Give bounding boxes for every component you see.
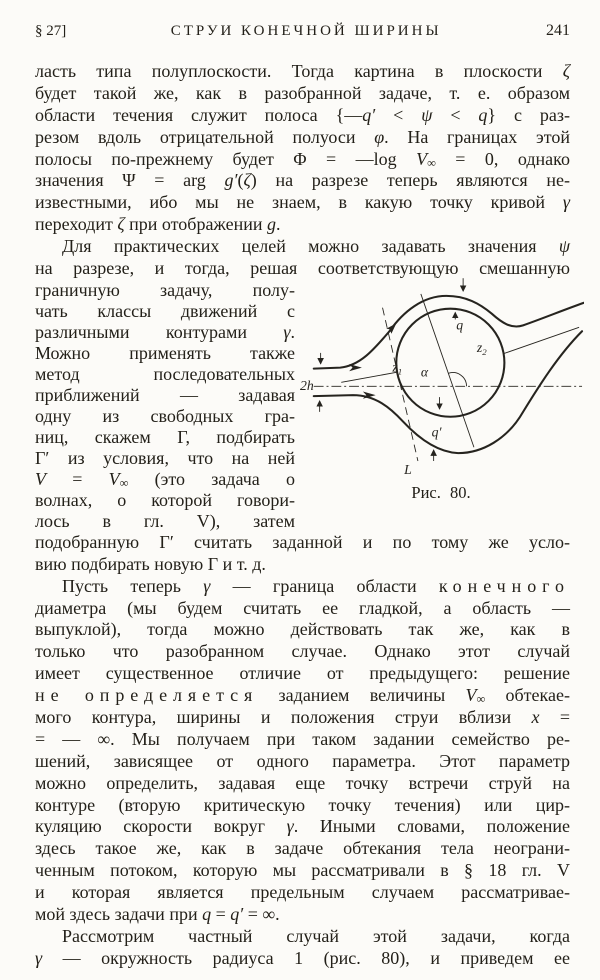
text-line: различными контурами γ.: [35, 321, 295, 342]
upper-streamline: [313, 296, 583, 369]
text-line: = — ∞. Мы получаем при таком задании семейство ре-: [35, 728, 570, 749]
text-line: будет такой же, как в разобранной задаче, т. е. образом: [35, 82, 570, 103]
text-line: полосы по-прежнему будет Φ = —log V∞ = 0, однако: [35, 148, 570, 170]
body-text: [35, 61, 570, 970]
rear-dividing-streamline: [502, 327, 578, 354]
text-line: на разрезе, и тогда, решая соответствующую смешанную: [35, 258, 570, 279]
text-line: чать классы движений с: [35, 300, 295, 321]
text-line: области течения служит полоса {—q′ < ψ < q} с раз-: [35, 104, 571, 125]
text-figure-row: [35, 280, 570, 532]
text-line: Рассмотрим частный случай этой задачи, когда: [62, 925, 570, 946]
contour-circle: [396, 309, 504, 417]
q-top-label: q: [455, 317, 463, 333]
text-line: не определяется заданием величины V∞ обтекае-: [35, 685, 570, 706]
lower-streamline: [313, 331, 581, 453]
text-line: Можно применять также: [35, 342, 295, 363]
z2-label: $z_2$: [476, 339, 487, 357]
text-line: и которая является предельным случаем рассматривае-: [35, 882, 570, 903]
figure-80-drawing: [299, 274, 584, 476]
figure-caption: Рис. 80.: [411, 482, 471, 502]
text-line: граничную задачу, полу-: [35, 279, 295, 300]
dashed-line-L: [382, 308, 417, 461]
text-block-bottom: [35, 532, 570, 970]
page-number: 241: [545, 22, 570, 39]
text-block-narrow: [35, 280, 295, 532]
text-line: подобранную Γ′ считать заданной и по тому же усло-: [35, 531, 570, 552]
text-line: Γ′ из условия, что на ней: [35, 447, 295, 468]
text-line: лось в гл. V), затем: [35, 510, 295, 531]
text-line: контуре (вторую критическую точку течения) или цир-: [35, 794, 570, 815]
jet-width-label: 2h: [299, 378, 314, 394]
line-l-label: L: [403, 461, 412, 476]
front-dividing-streamline: [341, 372, 398, 382]
text-line: одну из свободных гра-: [35, 405, 295, 426]
text-line: приближений — задавая: [35, 384, 295, 405]
text-line: ченным потоком, которую мы рассматривали в § 18 гл. V: [35, 860, 570, 881]
text-line: V = V∞ (это задача о: [35, 468, 296, 490]
text-line: γ — окружность радиуса 1 (рис. 80), и приведем ее: [35, 947, 570, 968]
text-line: вию подбирать новую Γ и т. д.: [35, 553, 266, 574]
page-header: [35, 22, 570, 40]
text-line: метод последовательных: [35, 363, 295, 384]
text-line: можно определить, задавая еще точку встречи струй на: [35, 772, 570, 793]
alpha-arc: [448, 372, 466, 386]
text-line: здесь такое же, как в задаче обтекания тела неограни-: [35, 838, 570, 859]
text-line: Для практических целей можно задавать значения ψ: [62, 236, 570, 257]
text-line: только что разобранном случае. Однако этот случай: [35, 641, 570, 662]
text-line: ласть типа полуплоскости. Тогда картина в плоскости ζ: [35, 61, 570, 81]
text-line: волнах, о которой говори-: [35, 489, 295, 510]
text-line: значения Ψ = arg g′(ζ) на разрезе теперь являются не-: [35, 170, 570, 191]
q-bottom-label: q′: [431, 424, 442, 440]
text-line: диаметра (мы будем считать ее гладкой, а область —: [35, 597, 570, 618]
text-line: известными, ибо мы не знаем, в какую точку кривой γ: [35, 192, 570, 213]
z1-label: $z_1$: [391, 359, 402, 377]
text-line: куляцию скорости вокруг γ. Иными словами, положение: [35, 816, 571, 837]
flow-arrow-upper-icon: [349, 364, 362, 371]
figure-80: [295, 274, 587, 504]
text-line: имеет существенное отличие от предыдущего: решение: [35, 663, 570, 684]
text-line: Пусть теперь γ — граница области конечного: [62, 575, 570, 596]
section-number: § 27]: [35, 23, 67, 39]
text-block-top: [35, 61, 570, 280]
text-line: мой здесь задачи при q = q′ = ∞.: [35, 904, 280, 925]
text-line: мого контура, ширины и положения струи вблизи x =: [35, 707, 570, 728]
text-line: переходит ζ при отображении g.: [35, 214, 281, 235]
text-line: шений, зависящее от одного параметра. Этот параметр: [35, 750, 570, 771]
alpha-label: α: [420, 364, 428, 380]
text-line: выпуклой), тогда можно действовать так же, как в: [35, 619, 570, 640]
slant-diameter-line: [420, 294, 473, 447]
text-line: ниц, скажем Γ, подбирать: [35, 426, 295, 447]
text-line: резом вдоль отрицательной полуоси φ. На границах этой: [35, 126, 570, 147]
running-title: СТРУИ КОНЕЧНОЙ ШИРИНЫ: [170, 23, 442, 39]
